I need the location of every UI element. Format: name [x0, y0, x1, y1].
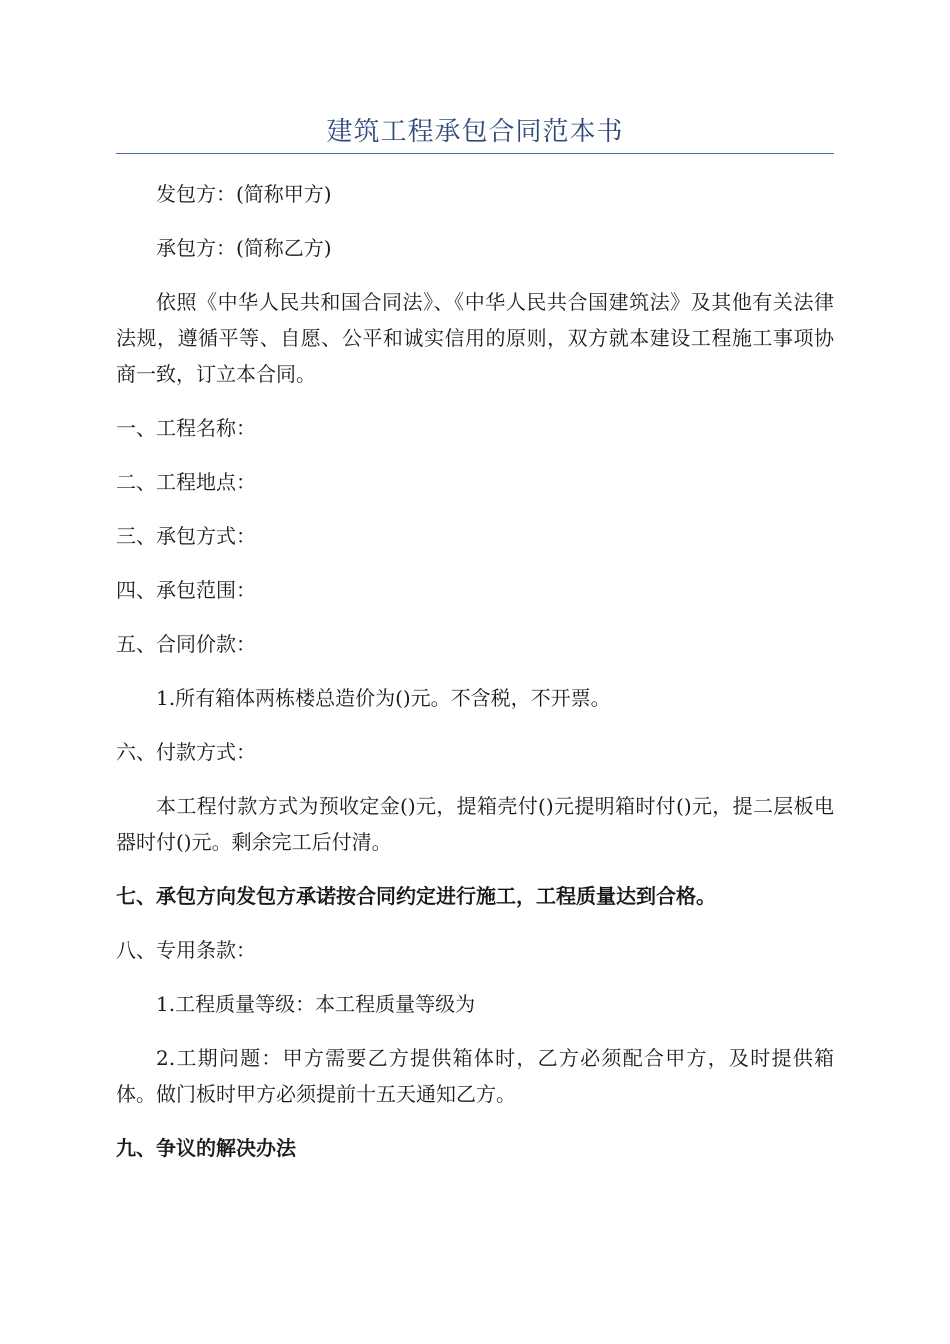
- clause-total-price: 1.所有箱体两栋楼总造价为()元。不含税，不开票。: [156, 686, 611, 710]
- section-project-location: 二、工程地点：: [116, 470, 256, 494]
- clause-schedule: 2.工期问题：甲方需要乙方提供箱体时，乙方必须配合甲方，及时提供箱体。做门板时甲方必须提前十五天通知乙方。: [116, 1046, 834, 1106]
- section-quality-commitment: 七、承包方向发包方承诺按合同约定进行施工，工程质量达到合格。: [116, 884, 716, 908]
- paragraph-preamble: 依照《中华人民共和国合同法》、《中华人民共合国建筑法》及其他有关法律法规，遵循平等、自愿、公平和诚实信用的原则，双方就本建设工程施工事项协商一致，订立本合同。: [116, 290, 834, 386]
- clause-quality-grade: 1.工程质量等级：本工程质量等级为: [156, 992, 476, 1016]
- title-underline: [116, 153, 834, 154]
- document-title: 建筑工程承包合同范本书: [326, 117, 624, 147]
- clause-payment-terms: 本工程付款方式为预收定金()元，提箱壳付()元提明箱时付()元，提二层板电器时付()元。剩余完工后付清。: [116, 794, 834, 854]
- section-contract-price: 五、合同价款：: [116, 632, 256, 656]
- section-payment-method: 六、付款方式：: [116, 740, 256, 764]
- section-dispute-resolution: 九、争议的解决办法: [116, 1136, 296, 1160]
- paragraph-employer: 发包方：(简称甲方): [156, 182, 332, 206]
- section-contract-method: 三、承包方式：: [116, 524, 256, 548]
- section-special-terms: 八、专用条款：: [116, 938, 256, 962]
- section-project-name: 一、工程名称：: [116, 416, 256, 440]
- paragraph-contractor: 承包方：(简称乙方): [156, 236, 332, 260]
- document-body: [116, 176, 834, 1166]
- section-contract-scope: 四、承包范围：: [116, 578, 256, 602]
